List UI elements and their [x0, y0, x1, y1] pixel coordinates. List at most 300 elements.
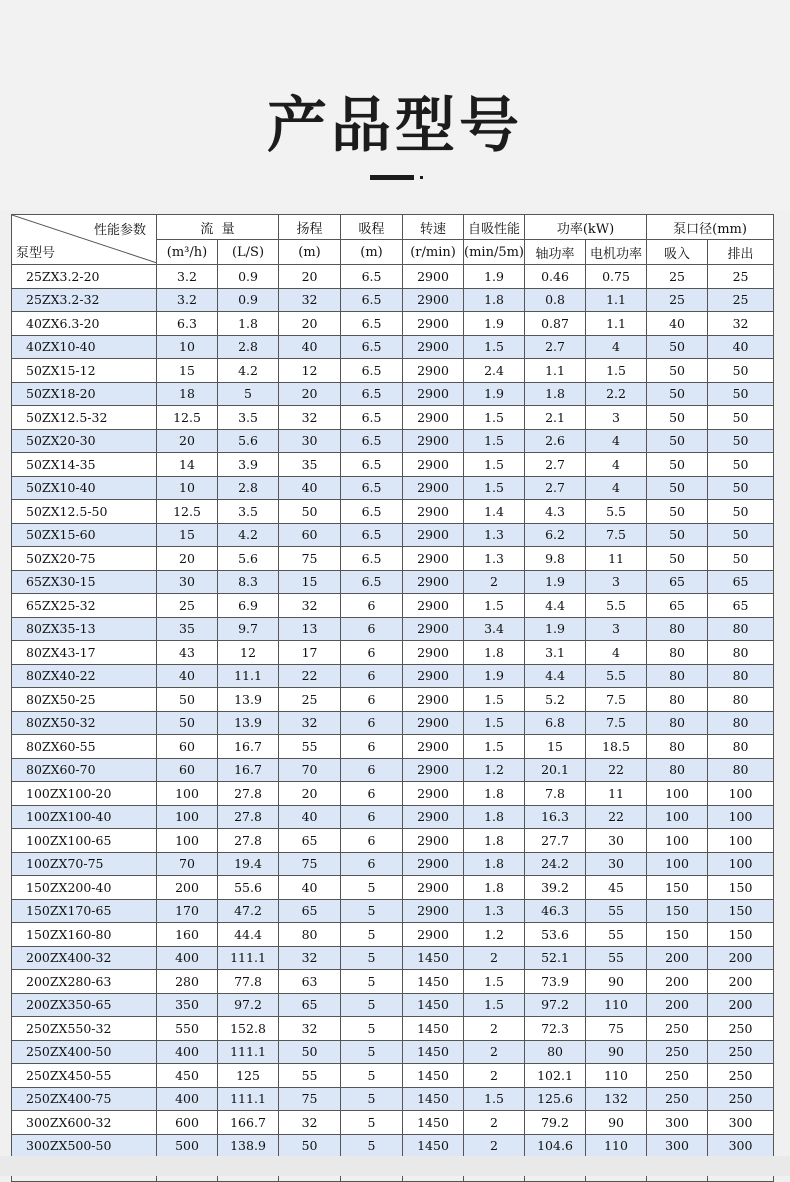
- suction-cell: 6: [341, 641, 403, 665]
- motor-power-cell: 90: [586, 970, 647, 994]
- flow-m3h-cell: 6.3: [157, 312, 218, 336]
- model-cell: 25ZX3.2-32: [12, 288, 157, 312]
- model-cell: 50ZX10-40: [12, 476, 157, 500]
- flow-m3h-cell: 280: [157, 970, 218, 994]
- outlet-cell: 250: [708, 1064, 774, 1088]
- shaft-power-cell: 20.1: [525, 758, 586, 782]
- table-row: [12, 664, 774, 688]
- model-cell: 50ZX15-60: [12, 523, 157, 547]
- head-cell: 15: [279, 570, 341, 594]
- selfprime-header: 自吸性能: [464, 215, 525, 240]
- table-row: [12, 523, 774, 547]
- outlet-cell: 100: [708, 829, 774, 853]
- inlet-cell: 80: [647, 664, 708, 688]
- motor-power-cell: 110: [586, 1134, 647, 1158]
- model-cell: 100ZX100-40: [12, 805, 157, 829]
- selfprime-cell: 1.5: [464, 735, 525, 759]
- selfprime-cell: 1.8: [464, 876, 525, 900]
- speed-cell: 2900: [403, 429, 464, 453]
- model-cell: 50ZX12.5-50: [12, 500, 157, 524]
- head-cell: 20: [279, 265, 341, 289]
- speed-cell: 2900: [403, 664, 464, 688]
- table-row: [12, 782, 774, 806]
- suction-cell: 6.5: [341, 288, 403, 312]
- suction-cell: 6.5: [341, 312, 403, 336]
- page-title: 产品型号: [267, 91, 523, 161]
- shaft-power-header: 轴功率: [525, 240, 586, 265]
- speed-cell: 2900: [403, 265, 464, 289]
- model-cell: 200ZX350-65: [12, 993, 157, 1017]
- shaft-power-cell: 4.4: [525, 594, 586, 618]
- selfprime-cell: 1.4: [464, 500, 525, 524]
- flow-m3h-cell: 12.5: [157, 406, 218, 430]
- model-cell: 300ZX500-50: [12, 1134, 157, 1158]
- table-row: [12, 1040, 774, 1064]
- table-row: [12, 312, 774, 336]
- table-row: [12, 923, 774, 947]
- outlet-cell: 50: [708, 500, 774, 524]
- motor-power-cell: 11: [586, 782, 647, 806]
- outlet-cell: 250: [708, 1040, 774, 1064]
- speed-cell: 2900: [403, 852, 464, 876]
- speed-cell: 1450: [403, 993, 464, 1017]
- motor-power-cell: 4: [586, 476, 647, 500]
- flow-ls-cell: 3.5: [218, 500, 279, 524]
- model-cell: 50ZX14-35: [12, 453, 157, 477]
- flow-ls-cell: 97.2: [218, 993, 279, 1017]
- head-cell: 40: [279, 476, 341, 500]
- corner-bottom-label: 泵型号: [16, 246, 56, 261]
- flow-m3h-cell: 400: [157, 1040, 218, 1064]
- selfprime-cell: 1.5: [464, 970, 525, 994]
- selfprime-cell: 1.5: [464, 476, 525, 500]
- table-row: [12, 970, 774, 994]
- speed-cell: 1450: [403, 1040, 464, 1064]
- suction-cell: 5: [341, 1087, 403, 1111]
- suction-cell: 6.5: [341, 453, 403, 477]
- speed-cell: 2900: [403, 453, 464, 477]
- head-cell: 20: [279, 782, 341, 806]
- inlet-cell: 150: [647, 923, 708, 947]
- suction-cell: 6.5: [341, 570, 403, 594]
- shaft-power-cell: 3.1: [525, 641, 586, 665]
- outlet-cell: 50: [708, 359, 774, 383]
- table-row: [12, 594, 774, 618]
- selfprime-cell: 2: [464, 570, 525, 594]
- flow-ls-cell: 47.2: [218, 899, 279, 923]
- shaft-power-cell: 46.3: [525, 899, 586, 923]
- inlet-cell: 100: [647, 782, 708, 806]
- flow-m3h-cell: 60: [157, 758, 218, 782]
- flow-m3h-unit: (m³/h): [157, 240, 218, 265]
- motor-power-cell: 7.5: [586, 711, 647, 735]
- outlet-cell: 200: [708, 993, 774, 1017]
- flow-ls-cell: 5.6: [218, 547, 279, 571]
- title-banner: [0, 0, 790, 210]
- bottom-strip: [0, 1156, 790, 1176]
- flow-m3h-cell: 160: [157, 923, 218, 947]
- outlet-cell: 40: [708, 335, 774, 359]
- flow-m3h-cell: 14: [157, 453, 218, 477]
- inlet-cell: 50: [647, 500, 708, 524]
- table-row: [12, 288, 774, 312]
- model-cell: 50ZX20-30: [12, 429, 157, 453]
- head-cell: 65: [279, 899, 341, 923]
- motor-power-cell: 5.5: [586, 664, 647, 688]
- head-cell: 32: [279, 1017, 341, 1041]
- selfprime-cell: 2: [464, 1017, 525, 1041]
- flow-ls-cell: 111.1: [218, 1040, 279, 1064]
- suction-cell: 6: [341, 829, 403, 853]
- selfprime-cell: 2: [464, 1134, 525, 1158]
- flow-ls-cell: 13.9: [218, 711, 279, 735]
- flow-ls-cell: 4.2: [218, 359, 279, 383]
- inlet-cell: 65: [647, 594, 708, 618]
- model-cell: 25ZX3.2-20: [12, 265, 157, 289]
- flow-ls-cell: 138.9: [218, 1134, 279, 1158]
- head-cell: 32: [279, 1111, 341, 1135]
- inlet-cell: 300: [647, 1111, 708, 1135]
- head-cell: 40: [279, 876, 341, 900]
- outlet-cell: 65: [708, 594, 774, 618]
- flow-ls-cell: 6.9: [218, 594, 279, 618]
- corner-top-label: 性能参数: [93, 223, 146, 238]
- table-row: [12, 335, 774, 359]
- selfprime-cell: 1.5: [464, 594, 525, 618]
- model-cell: 250ZX400-50: [12, 1040, 157, 1064]
- table-row: [12, 688, 774, 712]
- flow-header: 流 量: [157, 215, 279, 240]
- shaft-power-cell: 79.2: [525, 1111, 586, 1135]
- head-cell: 22: [279, 664, 341, 688]
- model-cell: 150ZX160-80: [12, 923, 157, 947]
- head-cell: 75: [279, 1087, 341, 1111]
- spec-table-body: [12, 265, 774, 1182]
- flow-m3h-cell: 400: [157, 946, 218, 970]
- head-cell: 63: [279, 970, 341, 994]
- table-row: [12, 406, 774, 430]
- speed-cell: 2900: [403, 570, 464, 594]
- table-row: [12, 500, 774, 524]
- shaft-power-cell: 6.8: [525, 711, 586, 735]
- speed-unit: (r/min): [403, 240, 464, 265]
- table-row: [12, 617, 774, 641]
- motor-power-cell: 4: [586, 641, 647, 665]
- speed-cell: 2900: [403, 782, 464, 806]
- head-cell: 32: [279, 946, 341, 970]
- suction-cell: 6.5: [341, 429, 403, 453]
- table-row: [12, 735, 774, 759]
- port-header: 泵口径(mm): [647, 215, 774, 240]
- table-row: [12, 570, 774, 594]
- outlet-cell: 80: [708, 758, 774, 782]
- motor-power-cell: 7.5: [586, 523, 647, 547]
- outlet-cell: 80: [708, 617, 774, 641]
- model-cell: 50ZX18-20: [12, 382, 157, 406]
- inlet-cell: 200: [647, 993, 708, 1017]
- outlet-cell: 100: [708, 805, 774, 829]
- shaft-power-cell: 102.1: [525, 1064, 586, 1088]
- outlet-cell: 300: [708, 1111, 774, 1135]
- inlet-cell: 50: [647, 523, 708, 547]
- head-cell: 35: [279, 453, 341, 477]
- speed-cell: 2900: [403, 641, 464, 665]
- model-cell: 200ZX280-63: [12, 970, 157, 994]
- shaft-power-cell: 72.3: [525, 1017, 586, 1041]
- head-unit: (m): [279, 240, 341, 265]
- spec-table: [11, 214, 774, 1182]
- suction-cell: 5: [341, 993, 403, 1017]
- inlet-cell: 50: [647, 335, 708, 359]
- speed-cell: 1450: [403, 970, 464, 994]
- speed-cell: 2900: [403, 876, 464, 900]
- head-cell: 40: [279, 805, 341, 829]
- flow-ls-cell: 8.3: [218, 570, 279, 594]
- head-cell: 20: [279, 312, 341, 336]
- head-cell: 70: [279, 758, 341, 782]
- selfprime-cell: 2: [464, 1064, 525, 1088]
- head-cell: 55: [279, 735, 341, 759]
- model-cell: 65ZX25-32: [12, 594, 157, 618]
- suction-cell: 6: [341, 711, 403, 735]
- shaft-power-cell: 2.7: [525, 476, 586, 500]
- model-cell: 250ZX550-32: [12, 1017, 157, 1041]
- table-row: [12, 899, 774, 923]
- table-row: [12, 265, 774, 289]
- flow-ls-cell: 3.9: [218, 453, 279, 477]
- speed-cell: 1450: [403, 1064, 464, 1088]
- shaft-power-cell: 80: [525, 1040, 586, 1064]
- flow-ls-cell: 9.7: [218, 617, 279, 641]
- selfprime-cell: 1.9: [464, 382, 525, 406]
- shaft-power-cell: 4.4: [525, 664, 586, 688]
- shaft-power-cell: 2.7: [525, 453, 586, 477]
- shaft-power-cell: 15: [525, 735, 586, 759]
- outlet-cell: 80: [708, 711, 774, 735]
- model-cell: 80ZX43-17: [12, 641, 157, 665]
- head-cell: 50: [279, 500, 341, 524]
- selfprime-cell: 1.8: [464, 852, 525, 876]
- head-cell: 12: [279, 359, 341, 383]
- spec-table-container: [11, 214, 773, 1154]
- table-row: [12, 476, 774, 500]
- flow-ls-cell: 5: [218, 382, 279, 406]
- table-row: [12, 946, 774, 970]
- flow-m3h-cell: 50: [157, 711, 218, 735]
- table-row: [12, 547, 774, 571]
- motor-power-cell: 3: [586, 617, 647, 641]
- shaft-power-cell: 1.9: [525, 570, 586, 594]
- suction-cell: 6.5: [341, 547, 403, 571]
- motor-power-cell: 75: [586, 1017, 647, 1041]
- table-row: [12, 829, 774, 853]
- inlet-cell: 80: [647, 711, 708, 735]
- selfprime-cell: 1.5: [464, 453, 525, 477]
- suction-cell: 6.5: [341, 335, 403, 359]
- motor-power-cell: 2.2: [586, 382, 647, 406]
- motor-power-cell: 30: [586, 852, 647, 876]
- head-cell: 13: [279, 617, 341, 641]
- flow-m3h-cell: 600: [157, 1111, 218, 1135]
- speed-cell: 1450: [403, 1134, 464, 1158]
- head-cell: 32: [279, 711, 341, 735]
- suction-cell: 6.5: [341, 382, 403, 406]
- speed-cell: 2900: [403, 617, 464, 641]
- motor-power-cell: 55: [586, 923, 647, 947]
- motor-power-cell: 45: [586, 876, 647, 900]
- inlet-cell: 50: [647, 359, 708, 383]
- speed-cell: 1450: [403, 1017, 464, 1041]
- shaft-power-cell: 52.1: [525, 946, 586, 970]
- selfprime-cell: 1.3: [464, 523, 525, 547]
- flow-m3h-cell: 70: [157, 852, 218, 876]
- model-cell: 100ZX70-75: [12, 852, 157, 876]
- selfprime-cell: 1.5: [464, 688, 525, 712]
- inlet-cell: 300: [647, 1134, 708, 1158]
- selfprime-cell: 2: [464, 946, 525, 970]
- motor-power-cell: 4: [586, 453, 647, 477]
- inlet-header: 吸入: [647, 240, 708, 265]
- shaft-power-cell: 24.2: [525, 852, 586, 876]
- speed-cell: 2900: [403, 829, 464, 853]
- flow-ls-cell: 125: [218, 1064, 279, 1088]
- flow-ls-cell: 2.8: [218, 476, 279, 500]
- shaft-power-cell: 0.46: [525, 265, 586, 289]
- outlet-header: 排出: [708, 240, 774, 265]
- table-row: [12, 453, 774, 477]
- shaft-power-cell: 2.7: [525, 335, 586, 359]
- outlet-cell: 50: [708, 453, 774, 477]
- flow-ls-cell: 77.8: [218, 970, 279, 994]
- speed-cell: 1450: [403, 946, 464, 970]
- head-cell: 55: [279, 1064, 341, 1088]
- shaft-power-cell: 6.2: [525, 523, 586, 547]
- shaft-power-cell: 2.6: [525, 429, 586, 453]
- model-cell: 100ZX100-20: [12, 782, 157, 806]
- flow-m3h-cell: 400: [157, 1087, 218, 1111]
- suction-unit: (m): [341, 240, 403, 265]
- flow-m3h-cell: 18: [157, 382, 218, 406]
- inlet-cell: 50: [647, 453, 708, 477]
- flow-ls-cell: 3.5: [218, 406, 279, 430]
- head-cell: 80: [279, 923, 341, 947]
- inlet-cell: 200: [647, 970, 708, 994]
- suction-cell: 6: [341, 852, 403, 876]
- outlet-cell: 80: [708, 641, 774, 665]
- flow-ls-cell: 27.8: [218, 829, 279, 853]
- motor-power-cell: 55: [586, 946, 647, 970]
- selfprime-cell: 2: [464, 1111, 525, 1135]
- selfprime-cell: 1.9: [464, 265, 525, 289]
- inlet-cell: 100: [647, 829, 708, 853]
- head-cell: 50: [279, 1040, 341, 1064]
- shaft-power-cell: 7.8: [525, 782, 586, 806]
- flow-m3h-cell: 3.2: [157, 288, 218, 312]
- speed-cell: 2900: [403, 758, 464, 782]
- flow-ls-cell: 55.6: [218, 876, 279, 900]
- selfprime-cell: 3.4: [464, 617, 525, 641]
- motor-power-cell: 110: [586, 1064, 647, 1088]
- shaft-power-cell: 0.8: [525, 288, 586, 312]
- table-row: [12, 1017, 774, 1041]
- flow-m3h-cell: 3.2: [157, 265, 218, 289]
- suction-cell: 5: [341, 970, 403, 994]
- flow-m3h-cell: 170: [157, 899, 218, 923]
- flow-m3h-cell: 20: [157, 429, 218, 453]
- head-cell: 60: [279, 523, 341, 547]
- suction-cell: 5: [341, 1017, 403, 1041]
- shaft-power-cell: 1.1: [525, 359, 586, 383]
- title-dot: [420, 176, 423, 179]
- table-row: [12, 1111, 774, 1135]
- flow-ls-cell: 27.8: [218, 805, 279, 829]
- inlet-cell: 65: [647, 570, 708, 594]
- speed-cell: 2900: [403, 476, 464, 500]
- shaft-power-cell: 16.3: [525, 805, 586, 829]
- speed-cell: 2900: [403, 899, 464, 923]
- power-header: 功率(kW): [525, 215, 647, 240]
- flow-m3h-cell: 12.5: [157, 500, 218, 524]
- selfprime-cell: 1.8: [464, 288, 525, 312]
- suction-cell: 5: [341, 1064, 403, 1088]
- model-cell: 50ZX12.5-32: [12, 406, 157, 430]
- inlet-cell: 100: [647, 805, 708, 829]
- shaft-power-cell: 97.2: [525, 993, 586, 1017]
- head-cell: 20: [279, 382, 341, 406]
- model-cell: 50ZX20-75: [12, 547, 157, 571]
- outlet-cell: 50: [708, 406, 774, 430]
- outlet-cell: 200: [708, 946, 774, 970]
- outlet-cell: 80: [708, 688, 774, 712]
- outlet-cell: 50: [708, 476, 774, 500]
- outlet-cell: 150: [708, 923, 774, 947]
- suction-cell: 6: [341, 782, 403, 806]
- flow-m3h-cell: 50: [157, 688, 218, 712]
- table-row: [12, 852, 774, 876]
- flow-m3h-cell: 100: [157, 805, 218, 829]
- selfprime-cell: 1.8: [464, 782, 525, 806]
- speed-cell: 2900: [403, 382, 464, 406]
- motor-power-cell: 5.5: [586, 594, 647, 618]
- inlet-cell: 40: [647, 312, 708, 336]
- selfprime-cell: 1.5: [464, 1087, 525, 1111]
- flow-ls-cell: 0.9: [218, 288, 279, 312]
- speed-cell: 2900: [403, 335, 464, 359]
- suction-cell: 6.5: [341, 500, 403, 524]
- speed-cell: 2900: [403, 406, 464, 430]
- suction-cell: 5: [341, 899, 403, 923]
- shaft-power-cell: 4.3: [525, 500, 586, 524]
- shaft-power-cell: 125.6: [525, 1087, 586, 1111]
- model-cell: 100ZX100-65: [12, 829, 157, 853]
- table-row: [12, 711, 774, 735]
- flow-m3h-cell: 60: [157, 735, 218, 759]
- flow-m3h-cell: 15: [157, 359, 218, 383]
- suction-cell: 6.5: [341, 359, 403, 383]
- suction-cell: 6: [341, 735, 403, 759]
- motor-power-cell: 30: [586, 829, 647, 853]
- selfprime-cell: 1.3: [464, 899, 525, 923]
- model-cell: 150ZX170-65: [12, 899, 157, 923]
- motor-power-cell: 90: [586, 1040, 647, 1064]
- outlet-cell: 65: [708, 570, 774, 594]
- motor-power-cell: 1.1: [586, 288, 647, 312]
- shaft-power-cell: 1.8: [525, 382, 586, 406]
- inlet-cell: 250: [647, 1017, 708, 1041]
- model-cell: 80ZX60-55: [12, 735, 157, 759]
- inlet-cell: 25: [647, 288, 708, 312]
- selfprime-cell: 1.5: [464, 429, 525, 453]
